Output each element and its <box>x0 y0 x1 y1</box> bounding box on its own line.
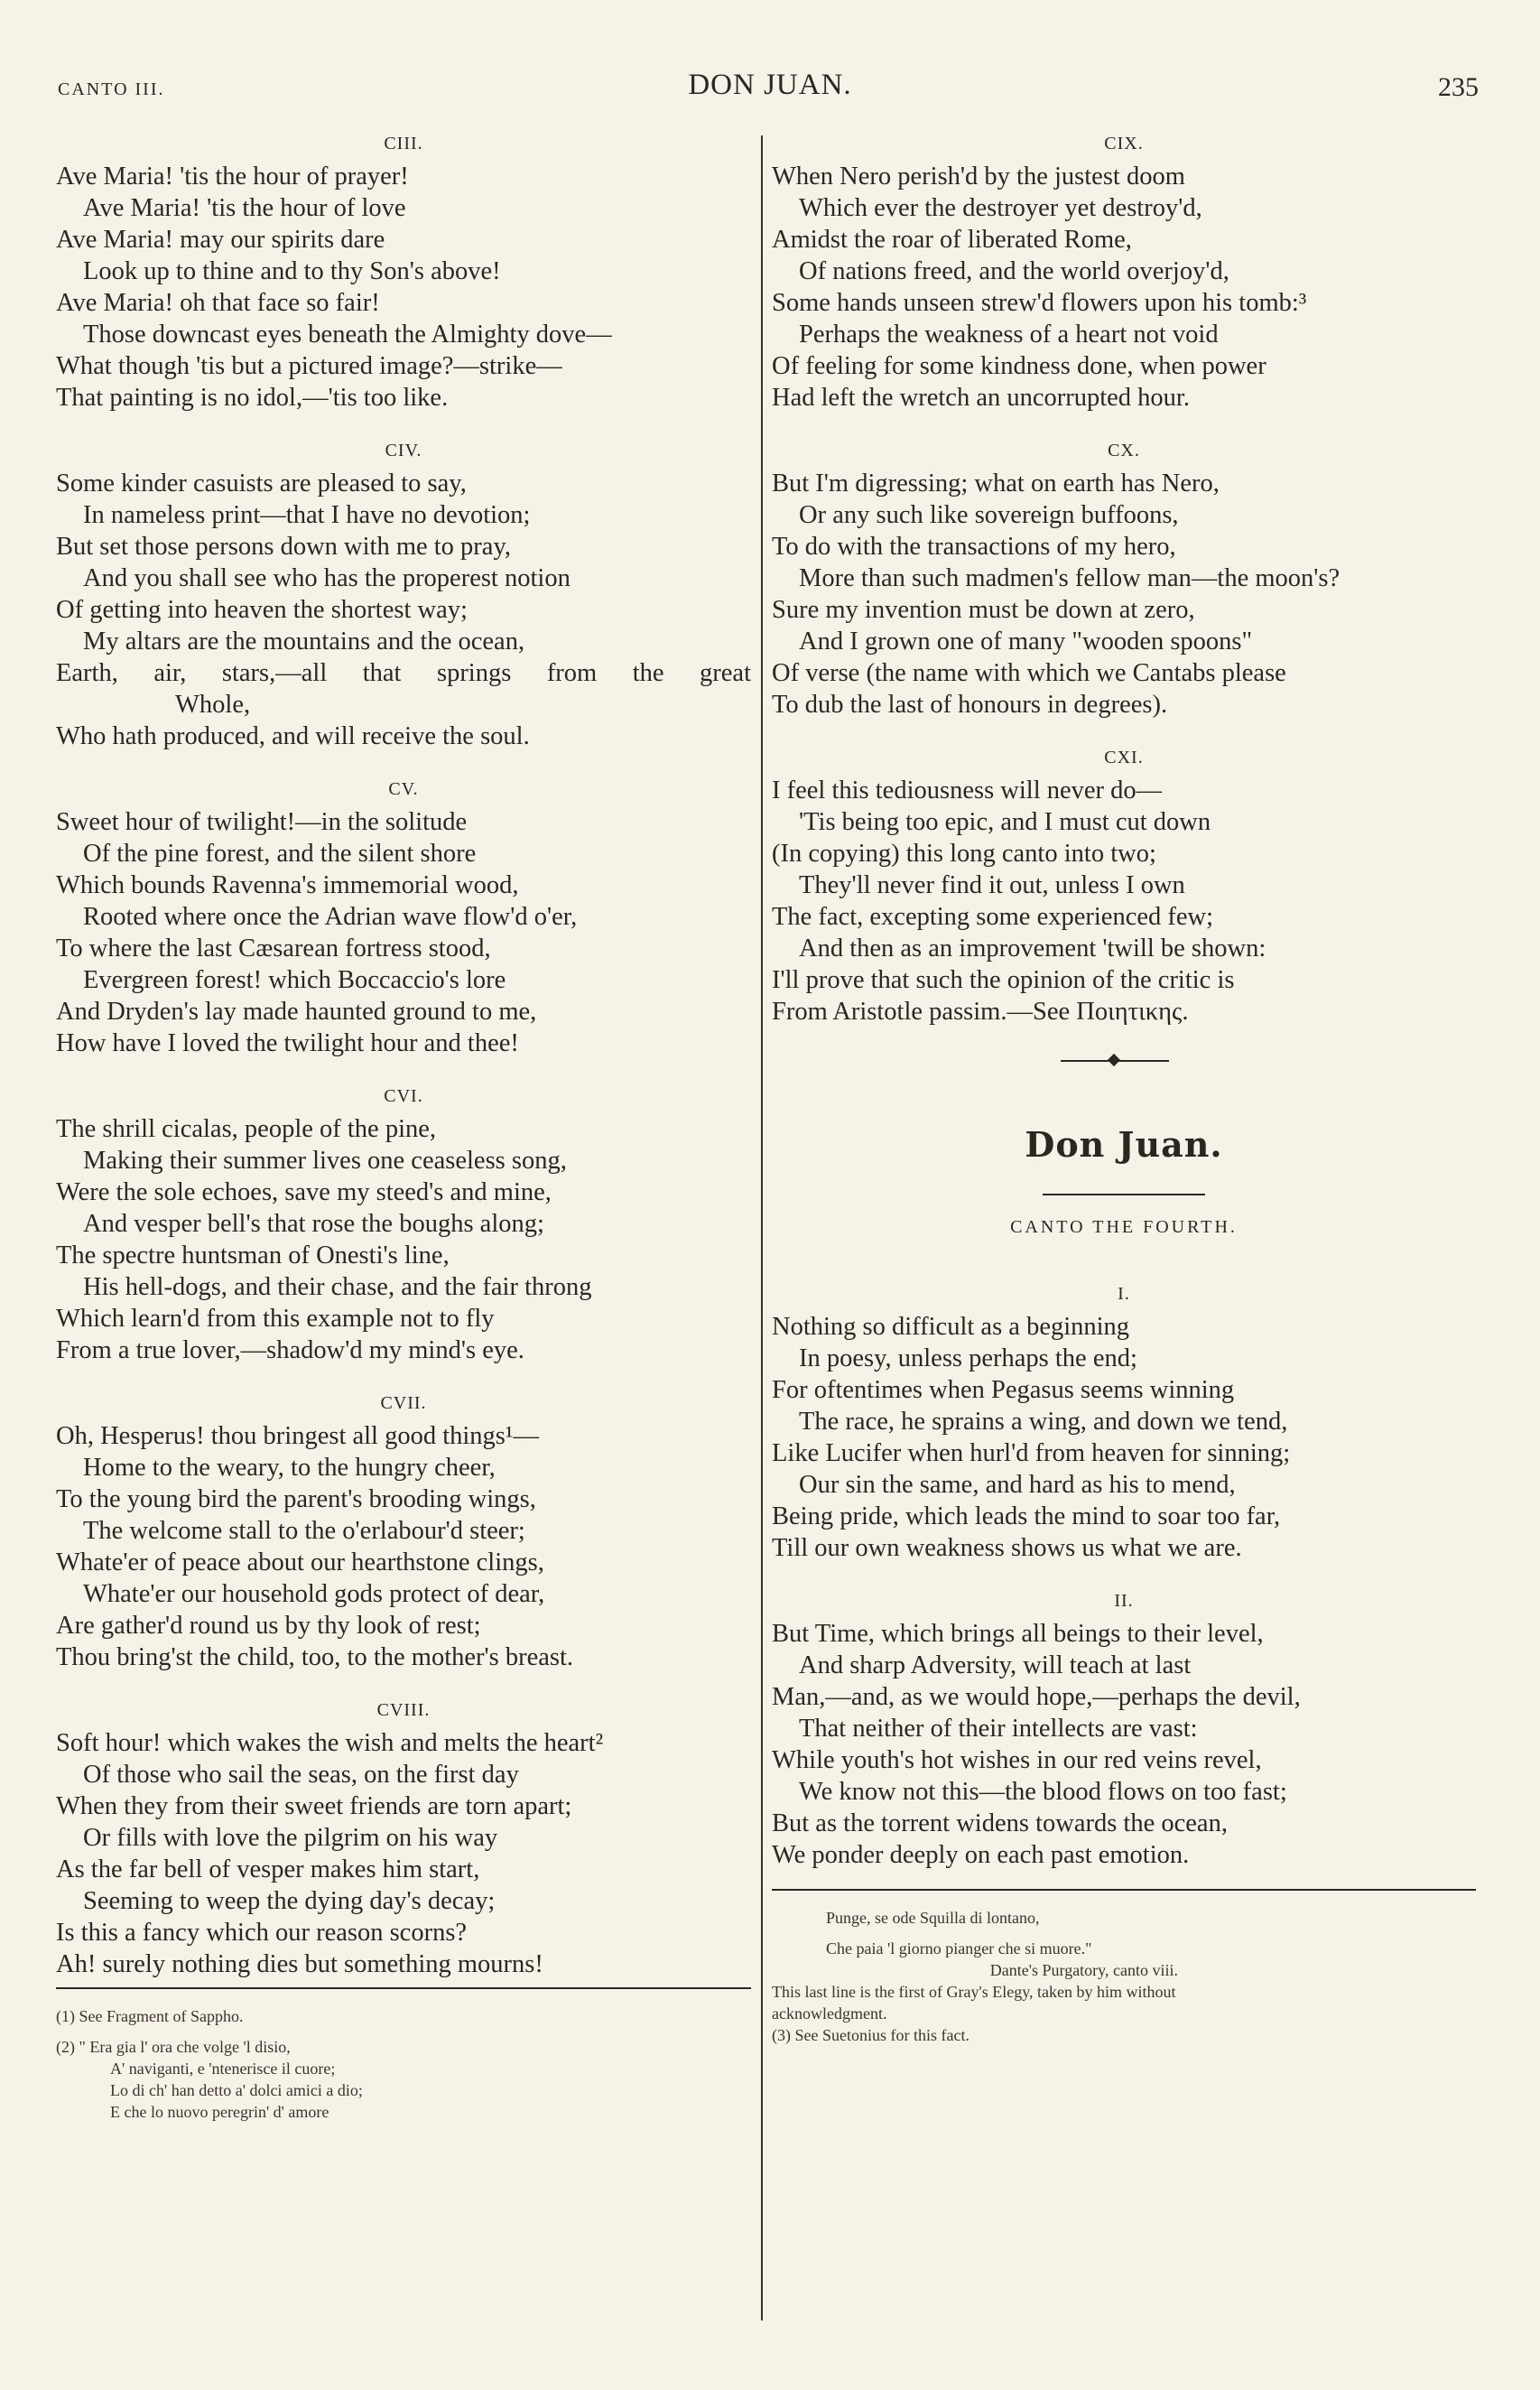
verse-line: Which bounds Ravenna's immemorial wood, <box>56 871 519 899</box>
verse-line: The fact, excepting some experienced few; <box>772 903 1214 931</box>
verse-line: Oh, Hesperus! thou bringest all good things¹— <box>56 1422 539 1450</box>
verse-line: Our sin the same, and hard as his to mend, <box>799 1471 1236 1499</box>
verse-line: And I grown one of many "wooden spoons" <box>799 628 1253 656</box>
stanza-number: CVI. <box>384 1086 423 1106</box>
stanza-number: CIII. <box>384 134 423 153</box>
verse-line: Man,—and, as we would hope,—perhaps the devil, <box>772 1683 1301 1711</box>
verse-line: Are gather'd round us by thy look of rest; <box>56 1612 481 1640</box>
verse-line: Whate'er our household gods protect of dear, <box>83 1580 545 1608</box>
footnote-line: acknowledgment. <box>772 2004 887 2023</box>
verse-line: But Time, which brings all beings to their level, <box>772 1620 1264 1648</box>
verse-line: Were the sole echoes, save my steed's and mine, <box>56 1178 552 1206</box>
diamond-icon <box>1108 1054 1120 1066</box>
verse-line: The race, he sprains a wing, and down we tend, <box>799 1408 1288 1436</box>
stanza <box>772 1584 1476 1871</box>
verse-line: His hell-dogs, and their chase, and the fair throng <box>83 1273 592 1301</box>
stanza <box>56 1386 751 1673</box>
stanza <box>56 1079 751 1366</box>
stanza <box>56 433 751 752</box>
verse-line: How have I loved the twilight hour and thee! <box>56 1029 519 1057</box>
verse-line: But as the torrent widens towards the ocean, <box>772 1809 1228 1837</box>
verse-line: While youth's hot wishes in our red veins revel, <box>772 1746 1262 1774</box>
verse-line: Till our own weakness shows us what we are. <box>772 1534 1242 1562</box>
verse-line: In nameless print—that I have no devotion; <box>83 501 531 529</box>
verse-line: Of the pine forest, and the silent shore <box>83 840 477 868</box>
stanza <box>772 126 1476 414</box>
verse-line: Seeming to weep the dying day's decay; <box>83 1887 496 1915</box>
verse-line: More than such madmen's fellow man—the moon's? <box>799 564 1341 592</box>
verse-line: Of nations freed, and the world overjoy'd, <box>799 257 1229 285</box>
verse-line: And you shall see who has the properest notion <box>83 564 571 592</box>
verse-line: Home to the weary, to the hungry cheer, <box>83 1454 496 1482</box>
stanza-number: II. <box>1114 1591 1134 1611</box>
verse-line: As the far bell of vesper makes him start, <box>56 1855 480 1883</box>
verse-line: Whole, <box>175 691 251 719</box>
stanza-number: CV. <box>388 779 419 799</box>
verse-line: Of those who sail the seas, on the first day <box>83 1761 519 1789</box>
verse-line: Like Lucifer when hurl'd from heaven for sinning; <box>772 1439 1291 1467</box>
verse-line: For oftentimes when Pegasus seems winning <box>772 1376 1235 1404</box>
footnote-line: (3) See Suetonius for this fact. <box>772 2026 969 2044</box>
verse-line: Which learn'd from this example not to fly <box>56 1305 495 1333</box>
verse-line: Making their summer lives one ceaseless song, <box>83 1147 567 1175</box>
canto-four-title: Don Juan. <box>1025 1124 1223 1165</box>
stanza-number: CIX. <box>1104 134 1144 153</box>
verse-line: And then as an improvement 'twill be shown: <box>799 935 1266 963</box>
stanza <box>56 772 751 1059</box>
verse-line: Nothing so difficult as a beginning <box>772 1313 1130 1341</box>
verse-line: Ave Maria! may our spirits dare <box>56 226 385 254</box>
verse-line: I feel this tediousness will never do— <box>772 777 1163 804</box>
verse-line: I'll prove that such the opinion of the critic is <box>772 966 1235 994</box>
verse-line: And sharp Adversity, will teach at last <box>799 1651 1192 1679</box>
footnote-line: Lo di ch' han detto a' dolci amici a dio; <box>110 2081 363 2099</box>
verse-line: Ave Maria! 'tis the hour of love <box>83 194 406 222</box>
verse-line: Thou bring'st the child, too, to the mother's breast. <box>56 1643 574 1671</box>
verse-line: My altars are the mountains and the ocean, <box>83 628 525 656</box>
verse-line: Some hands unseen strew'd flowers upon his tomb:³ <box>772 289 1307 317</box>
title-rule <box>1043 1194 1205 1195</box>
verse-line: To the young bird the parent's brooding wings, <box>56 1485 536 1513</box>
verse-line: Soft hour! which wakes the wish and melts the heart² <box>56 1729 604 1757</box>
page-number: 235 <box>1438 72 1479 102</box>
stanza-number: I. <box>1118 1284 1130 1304</box>
running-header <box>54 65 1486 110</box>
footnote-line: Punge, se ode Squilla di lontano, <box>826 1909 1040 1927</box>
verse-line: We ponder deeply on each past emotion. <box>772 1841 1190 1869</box>
stanza-number: CIV. <box>385 441 422 460</box>
verse-line: Had left the wretch an uncorrupted hour. <box>772 384 1190 412</box>
verse-line: What though 'tis but a pictured image?—strike— <box>56 352 562 380</box>
footnote-line: A' naviganti, e 'ntenerisce il cuore; <box>110 2060 336 2078</box>
verse-line: 'Tis being too epic, and I must cut down <box>799 808 1211 836</box>
verse-line: Amidst the roar of liberated Rome, <box>772 226 1132 254</box>
stanza <box>772 740 1476 1028</box>
footnote-line: (2) " Era gia l' ora che volge 'l disio, <box>56 2038 291 2056</box>
verse-line: Rooted where once the Adrian wave flow'd o'er, <box>83 903 578 931</box>
verse-line: To do with the transactions of my hero, <box>772 533 1176 561</box>
right-column <box>772 126 1476 2046</box>
verse-line: Whate'er of peace about our hearthstone clings, <box>56 1548 544 1576</box>
verse-line: Of feeling for some kindness done, when power <box>772 352 1266 380</box>
verse-line: That painting is no idol,—'tis too like. <box>56 384 449 412</box>
footnote-line: E che lo nuovo peregrin' d' amore <box>110 2103 329 2121</box>
verse-line: Ave Maria! oh that face so fair! <box>56 289 380 317</box>
verse-line: Sure my invention must be down at zero, <box>772 596 1195 624</box>
stanza <box>56 126 751 414</box>
stanza-number: CVIII. <box>376 1700 431 1720</box>
verse-line: The welcome stall to the o'erlabour'd steer; <box>83 1517 525 1545</box>
right-stanzas <box>772 126 1476 1028</box>
section-ornament <box>772 1035 1476 1089</box>
verse-line: Of getting into heaven the shortest way; <box>56 596 468 624</box>
stanza <box>772 433 1476 721</box>
verse-line: Ave Maria! 'tis the hour of prayer! <box>56 163 409 191</box>
verse-line: To dub the last of honours in degrees). <box>772 691 1168 719</box>
left-stanzas <box>56 126 751 1980</box>
verse-line: Perhaps the weakness of a heart not void <box>799 321 1219 349</box>
verse-line: Earth, air, stars,—all that springs from the great <box>56 659 751 687</box>
verse-line: That neither of their intellects are vast: <box>799 1715 1198 1743</box>
verse-line: Which ever the destroyer yet destroy'd, <box>799 194 1202 222</box>
verse-line: Ah! surely nothing dies but something mourns! <box>56 1950 543 1978</box>
verse-line: Or fills with love the pilgrim on his way <box>83 1824 498 1852</box>
canto-four-heading: CANTO THE FOURTH. <box>1010 1217 1238 1237</box>
verse-line: But I'm digressing; what on earth has Nero, <box>772 470 1220 498</box>
canto-four-stanzas <box>772 1277 1476 1871</box>
footnote-line: (1) See Fragment of Sappho. <box>56 2007 244 2025</box>
verse-line: In poesy, unless perhaps the end; <box>799 1344 1137 1372</box>
verse-line: Sweet hour of twilight!—in the solitude <box>56 808 468 836</box>
verse-line: (In copying) this long canto into two; <box>772 840 1156 868</box>
footnotes-left <box>56 1989 751 2123</box>
stanza <box>772 1277 1476 1564</box>
stanza-number: CVII. <box>380 1393 427 1413</box>
verse-line: Of verse (the name with which we Cantabs please <box>772 659 1286 687</box>
verse-line: Those downcast eyes beneath the Almighty dove— <box>83 321 612 349</box>
left-column <box>56 126 751 2123</box>
verse-line: But set those persons down with me to pray, <box>56 533 511 561</box>
verse-line: Evergreen forest! which Boccaccio's lore <box>83 966 506 994</box>
verse-line: Look up to thine and to thy Son's above! <box>83 257 501 285</box>
verse-line: To where the last Cæsarean fortress stood, <box>56 935 491 963</box>
footnote-line: Dante's Purgatory, canto viii. <box>989 1961 1178 1979</box>
stanza-number: CX. <box>1108 441 1140 460</box>
column-divider <box>761 135 763 2320</box>
stanza <box>56 1693 751 1980</box>
verse-line: When Nero perish'd by the justest doom <box>772 163 1185 191</box>
verse-line: Who hath produced, and will receive the soul. <box>56 722 530 750</box>
verse-line: The shrill cicalas, people of the pine, <box>56 1115 437 1143</box>
canto-label: CANTO III. <box>58 79 165 99</box>
verse-line: The spectre huntsman of Onesti's line, <box>56 1241 450 1269</box>
verse-line: Or any such like sovereign buffoons, <box>799 501 1179 529</box>
footnote-line: Che paia 'l giorno pianger che si muore." <box>826 1939 1092 1958</box>
footnote-line: This last line is the first of Gray's Elegy, taken by him without <box>772 1983 1176 2001</box>
book-title: DON JUAN. <box>688 69 852 101</box>
verse-line: Being pride, which leads the mind to soar too far, <box>772 1502 1281 1530</box>
verse-line: Is this a fancy which our reason scorns? <box>56 1919 468 1947</box>
stanza-number: CXI. <box>1104 748 1144 767</box>
verse-line: Some kinder casuists are pleased to say, <box>56 470 467 498</box>
verse-line: And Dryden's lay made haunted ground to me, <box>56 998 537 1026</box>
verse-line: From a true lover,—shadow'd my mind's eye. <box>56 1336 524 1364</box>
verse-line: We know not this—the blood flows on too fast; <box>799 1778 1287 1806</box>
verse-line: From Aristotle passim.—See Ποιητικης. <box>772 998 1189 1026</box>
verse-line: And vesper bell's that rose the boughs along; <box>83 1210 544 1238</box>
footnotes-right <box>772 1891 1476 2046</box>
verse-line: When they from their sweet friends are torn apart; <box>56 1792 572 1820</box>
verse-line: They'll never find it out, unless I own <box>799 871 1185 899</box>
